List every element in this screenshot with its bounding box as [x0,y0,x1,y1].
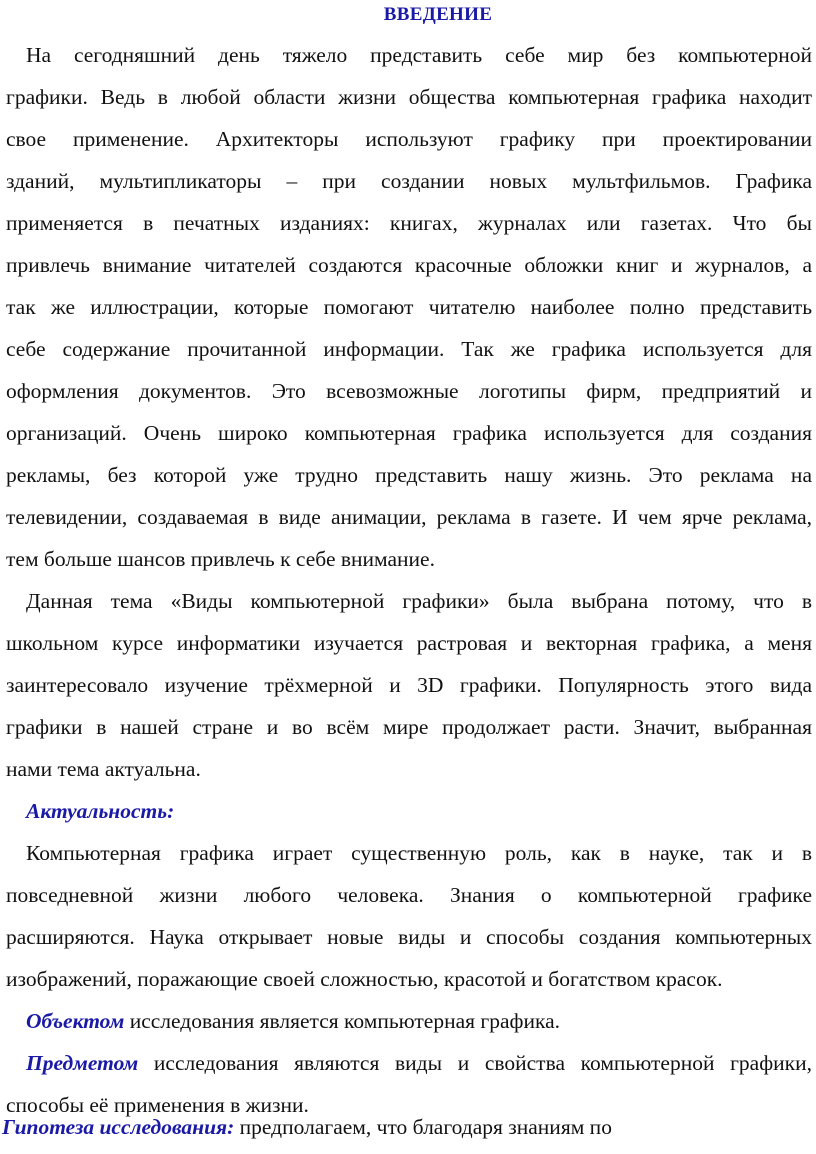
hypothesis-label: Гипотеза исследования: [2,1115,235,1139]
object-label: Объектом [26,1009,125,1033]
paragraph-1-line: рекламы, без которой уже трудно представить нашу жизнь. Это реклама на [6,463,812,487]
object-text: исследования является компьютерная графика. [124,1009,561,1033]
paragraph-2-line: школьном курсе информатики изучается растровая и векторная графика, а меня [6,631,812,655]
paragraph-1-line: организаций. Очень широко компьютерная графика используется для создания [6,421,812,445]
paragraph-1-line: тем больше шансов привлечь к себе внимание. [6,547,435,571]
paragraph-1-line: привлечь внимание читателей создаются красочные обложки книг и журналов, а [6,253,812,277]
relevance-line: изображений, поражающие своей сложностью, красотой и богатством красок. [6,967,723,991]
relevance-line: расширяются. Наука открывает новые виды и способы создания компьютерных [6,925,812,949]
subject-text-line1: исследования являются виды и свойства компьютерной графики, [138,1051,812,1075]
relevance-line: Компьютерная графика играет существенную роль, как в науке, так и в [26,841,812,865]
subject-label: Предметом [26,1051,139,1075]
paragraph-1-line: На сегодняшний день тяжело представить себе мир без компьютерной [26,43,812,67]
subject-statement [26,1048,812,1078]
paragraph-2-line: заинтересовало изучение трёхмерной и 3D графики. Популярность этого вида [6,673,812,697]
paragraph-2-line: нами тема актуальна. [6,757,201,781]
relevance-heading: Актуальность: [26,799,175,823]
paragraph-2-line: Данная тема «Виды компьютерной графики» была выбрана потому, что в [26,589,812,613]
hypothesis-text: предполагаем, что благодаря знаниям по [234,1115,612,1139]
paragraph-1-line: применяется в печатных изданиях: книгах, журналах или газетах. Что бы [6,211,812,235]
page-title: ВВЕДЕНИЕ [383,4,493,25]
paragraph-1-line: графики. Ведь в любой области жизни общества компьютерная графика находит [6,85,812,109]
paragraph-1-line: телевидении, создаваемая в виде анимации, реклама в газете. И чем ярче реклама, [6,505,812,529]
paragraph-1-line: оформления документов. Это всевозможные логотипы фирм, предприятий и [6,379,812,403]
paragraph-1-line: так же иллюстрации, которые помогают читателю наиболее полно представить [6,295,812,319]
relevance-line: повседневной жизни любого человека. Знания о компьютерной графике [6,883,812,907]
hypothesis-statement [2,1112,612,1142]
subject-text-line2: способы её применения в жизни. [6,1093,309,1117]
paragraph-1-line: себе содержание прочитанной информации. Так же графика используется для [6,337,812,361]
paragraph-2-line: графики в нашей стране и во всём мире продолжает расти. Значит, выбранная [6,715,812,739]
paragraph-1-line: зданий, мультипликаторы – при создании новых мультфильмов. Графика [6,169,812,193]
object-statement [26,1006,560,1036]
paragraph-1-line: свое применение. Архитекторы используют графику при проектировании [6,127,812,151]
